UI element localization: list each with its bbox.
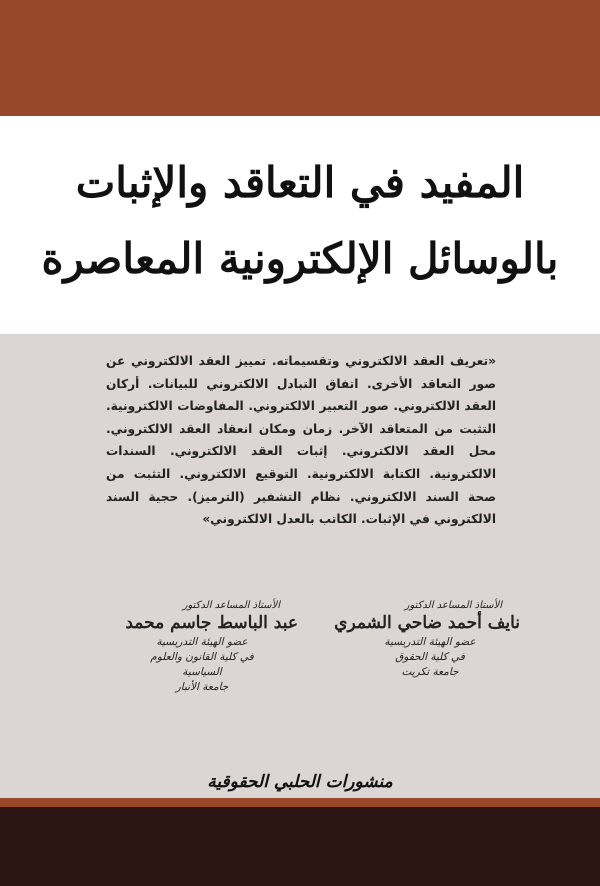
author-1 [330, 600, 520, 680]
book-title-line-1: المفيد في التعاقد والإثبات [75, 158, 525, 207]
book-description: «تعريف العقد الالكتروني وتقسيماته. تمييز العقد الالكتروني عن صور التعاقد الأخرى. اتفاق التبادل الالكتروني للبيانات. أركان العقد الالكتروني. صور التعبير الالكتروني. المفاوضات الالكترونية. التثبت من المتعاقد الآخر. زمان ومكان انعقاد العقد الالكتروني. محل العقد الالكتروني. إثبات العقد الالكتروني. السندات الالكترونية. الكتابة الالكترونية. التوقيع الالكتروني. التثبت من صحة السند الالكتروني. نظام التشفير (الترميز). حجية السند الالكتروني في الإثبات. الكاتب بالعدل الالكتروني» [106, 354, 496, 527]
publisher-name: منشورات الحلبي الحقوقية [207, 772, 393, 792]
author-2-affiliation-line: جامعة الأنبار [175, 681, 229, 693]
content-panel [0, 334, 600, 798]
title-area [0, 116, 600, 334]
author-2-role: الأستاذ المساعد الدكتور [182, 600, 280, 611]
author-1-affiliation-line: عضو الهيئة التدريسية [384, 636, 476, 648]
author-1-affiliation-line: في كلية الحقوق [395, 651, 465, 663]
author-1-role: الأستاذ المساعد الدكتور [404, 600, 502, 611]
bottom-dark-band [0, 807, 600, 886]
author-2 [108, 600, 298, 695]
author-2-affiliation [132, 635, 272, 695]
top-color-band [0, 0, 600, 116]
author-2-affiliation-line: عضو الهيئة التدريسية [156, 636, 248, 648]
author-2-name: عبد الباسط جاسم محمد [125, 613, 298, 633]
thin-color-band [0, 798, 600, 807]
author-2-affiliation-line: في كلية القانون والعلوم السياسية [150, 651, 254, 678]
author-1-affiliation-line: جامعة تكريت [401, 666, 459, 678]
book-title-line-2: بالوسائل الإلكترونية المعاصرة [41, 234, 559, 283]
author-1-affiliation [360, 635, 500, 680]
author-1-name: نايف أحمد ضاحي الشمري [334, 613, 520, 633]
